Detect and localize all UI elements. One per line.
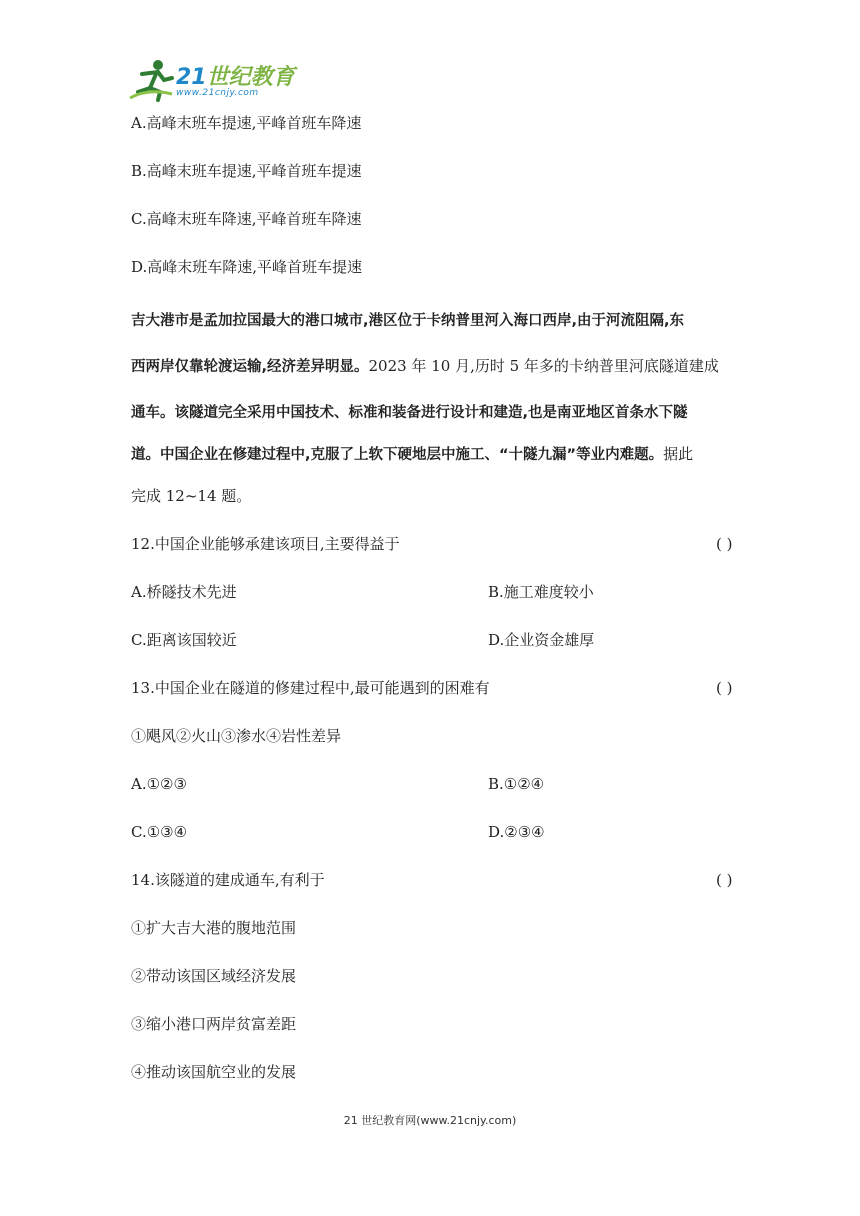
q12-option-a: A.桥隧技术先进 <box>131 583 237 601</box>
passage-line-3: 通车。该隧道完全采用中国技术、标准和装备进行设计和建造,也是南亚地区首条水下隧 <box>131 405 688 421</box>
q14-stem: 14.该隧道的建成通车,有利于 <box>131 871 325 889</box>
q13-stem: 13.中国企业在隧道的修建过程中,最可能遇到的困难有 <box>131 679 490 697</box>
q12-answer-paren: ( ) <box>716 535 733 553</box>
q14-item-3: ③缩小港口两岸贫富差距 <box>131 1015 297 1033</box>
q14-item-4: ④推动该国航空业的发展 <box>131 1063 297 1081</box>
q14-item-2: ②带动该国区域经济发展 <box>131 967 297 985</box>
logo-url: www.21cnjy.com <box>176 88 259 98</box>
q14-item-1: ①扩大吉大港的腹地范围 <box>131 919 297 937</box>
q14-answer-paren: ( ) <box>716 871 733 889</box>
q11-option-b: B.高峰末班车提速,平峰首班车提速 <box>131 162 362 180</box>
q13-option-c: C.①③④ <box>131 823 188 841</box>
passage-line-4: 道。中国企业在修建过程中,克服了上软下硬地层中施工、“十隧九漏”等业内难题。据此 <box>131 445 694 463</box>
q12-option-b: B.施工难度较小 <box>488 583 594 601</box>
q12-option-d: D.企业资金雄厚 <box>488 631 595 649</box>
q13-option-d: D.②③④ <box>488 823 545 841</box>
q13-option-b: B.①②④ <box>488 775 545 793</box>
q12-option-c: C.距离该国较近 <box>131 631 237 649</box>
runner-icon <box>128 58 174 102</box>
q11-option-a: A.高峰末班车提速,平峰首班车降速 <box>131 114 362 132</box>
q12-stem: 12.中国企业能够承建该项目,主要得益于 <box>131 535 400 553</box>
page-footer: 21 世纪教育网(www.21cnjy.com) <box>343 1114 517 1127</box>
q11-option-c: C.高峰末班车降速,平峰首班车降速 <box>131 210 362 228</box>
q13-items: ①飓风②火山③渗水④岩性差异 <box>131 727 342 745</box>
site-logo <box>128 58 298 106</box>
logo-text: 21世纪教育 <box>176 65 295 90</box>
passage-line-5: 完成 12~14 题。 <box>131 487 252 505</box>
q13-option-a: A.①②③ <box>131 775 187 793</box>
q13-answer-paren: ( ) <box>716 679 733 697</box>
q11-option-d: D.高峰末班车降速,平峰首班车提速 <box>131 258 363 276</box>
passage-line-1: 吉大港市是孟加拉国最大的港口城市,港区位于卡纳普里河入海口西岸,由于河流阻隔,东 <box>131 313 685 329</box>
passage-line-2: 西两岸仅靠轮渡运输,经济差异明显。2023 年 10 月,历时 5 年多的卡纳普里河底隧道建成 <box>131 357 719 375</box>
